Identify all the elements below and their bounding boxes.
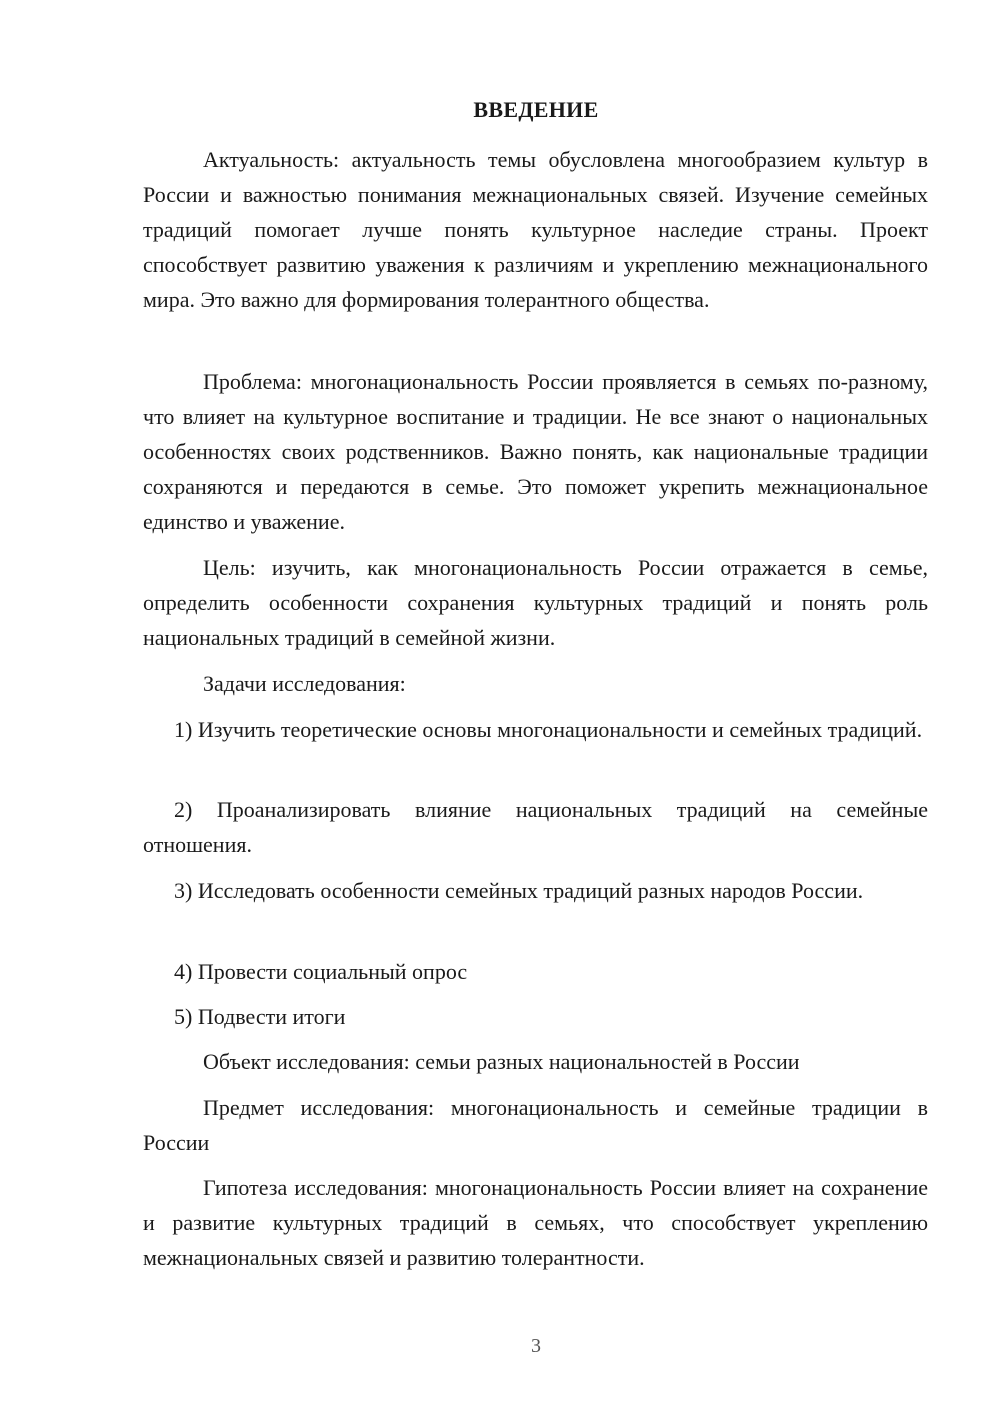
subject-paragraph: Предмет исследования: многонациональность и семейные традиции в России [143,1095,928,1155]
problem-paragraph: Проблема: многонациональность России проявляется в семьях по-разному, что влияет на культурное воспитание и традиции. Не все знают о национальных особенностях своих родственников. Важно понять, как национальные традиции сохраняются и передаются в семье. Это поможет укрепить межнациональное единство и уважение. [143,369,928,534]
page-title: ВВЕДЕНИЕ [473,97,599,122]
task-item-3: 3) Исследовать особенности семейных традиций разных народов России. [174,878,864,903]
task-item-2: 2) Проанализировать влияние национальных традиций на семейные отношения. [143,797,928,857]
task-item-1: 1) Изучить теоретические основы многонациональности и семейных традиций. [174,717,923,742]
goal-paragraph: Цель: изучить, как многонациональность России отражается в семье, определить особенности сохранения культурных традиций и понять роль национальных традиций в семейной жизни. [143,555,928,650]
task-item-5: 5) Подвести итоги [174,1004,346,1029]
object-paragraph: Объект исследования: семьи разных национальностей в России [203,1049,800,1074]
task-item-4: 4) Провести социальный опрос [174,959,468,984]
tasks-heading: Задачи исследования: [203,671,406,696]
page-number: 3 [531,1335,541,1357]
hypothesis-paragraph: Гипотеза исследования: многонациональность России влияет на сохранение и развитие культурных традиций в семьях, что способствует укреплению межнациональных связей и развитию толерантности. [143,1175,928,1270]
relevance-paragraph: Актуальность: актуальность темы обусловлена многообразием культур в России и важностью понимания межнациональных связей. Изучение семейных традиций помогает лучше понять культурное наследие страны. Проект способствует развитию уважения к различиям и укреплению межнационального мира. Это важно для формирования толерантного общества. [143,147,928,312]
